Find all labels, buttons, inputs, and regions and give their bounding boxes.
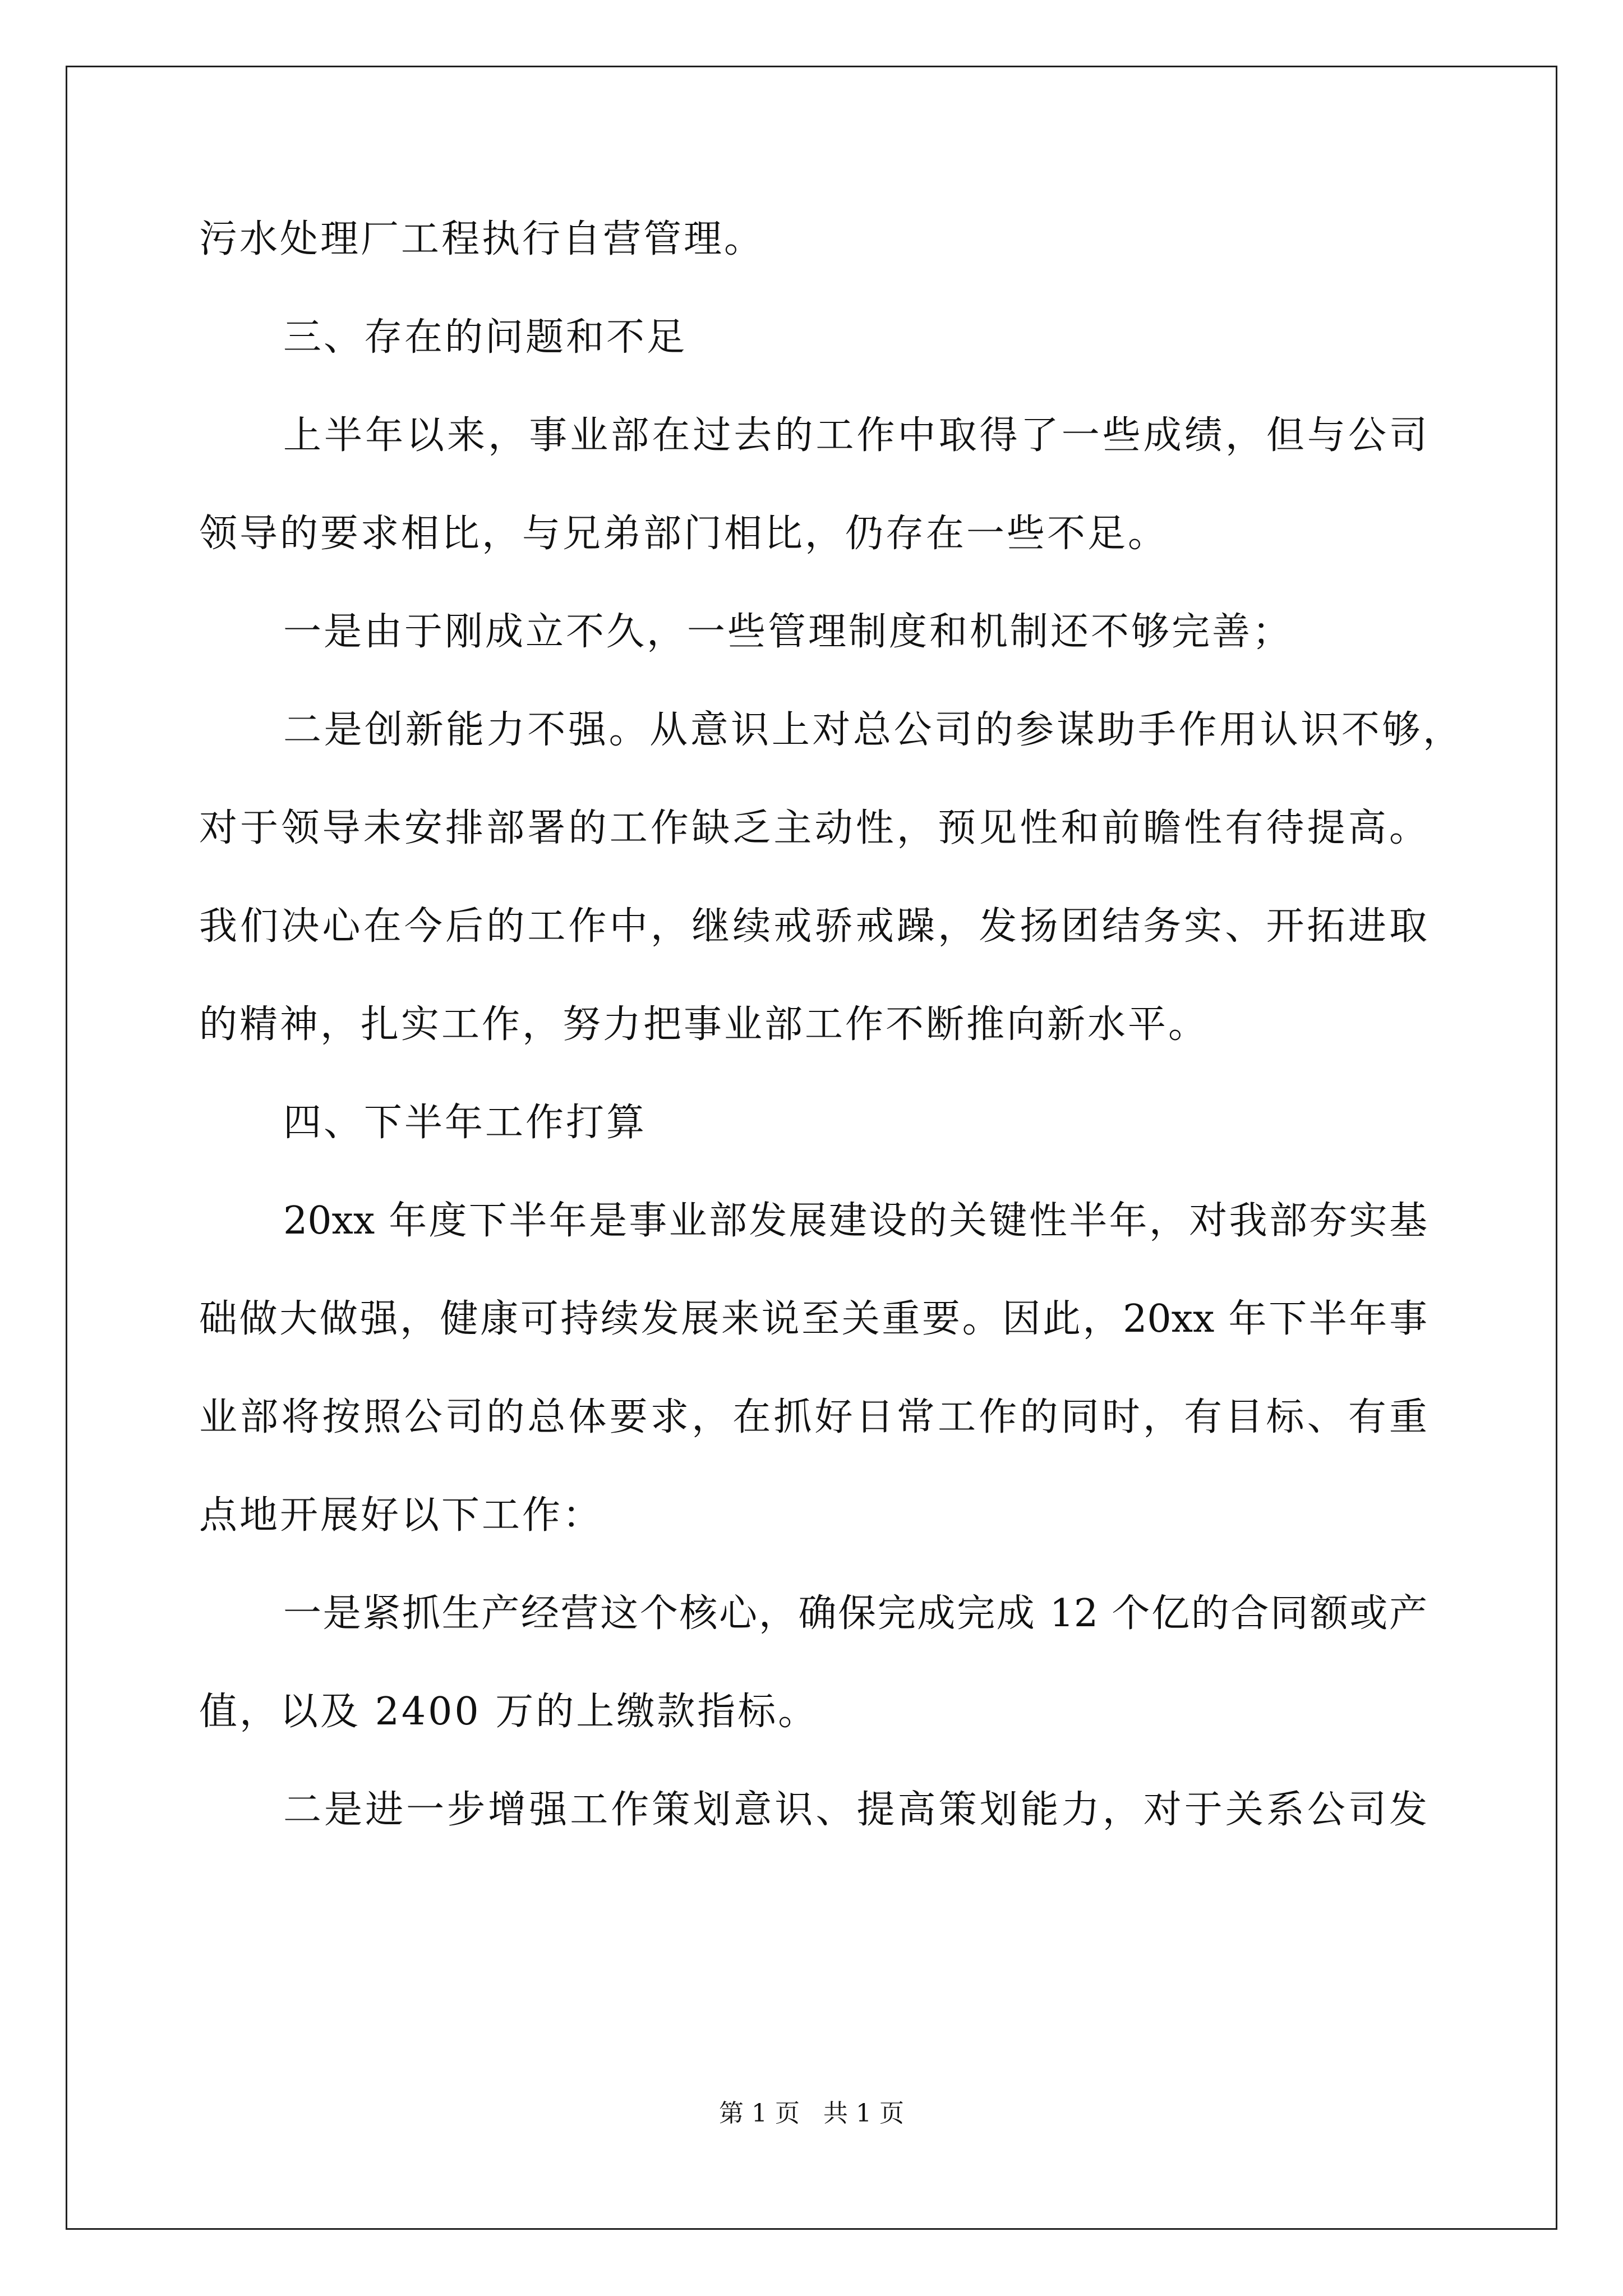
paragraph-line: 础做大做强，健康可持续发展来说至关重要。因此，20xx 年下半年事 — [199, 1297, 1427, 1341]
page-border — [66, 66, 1557, 2230]
paragraph-line: 一是紧抓生产经营这个核心，确保完成完成 12 个亿的合同额或产 — [283, 1591, 1427, 1636]
paragraph-line: 值，以及 2400 万的上缴款指标。 — [199, 1690, 819, 1734]
section-heading: 三、存在的问题和不足 — [283, 315, 688, 360]
paragraph-line: 的精神，扎实工作，努力把事业部工作不断推向新水平。 — [199, 1002, 1209, 1047]
paragraph-line: 一是由于刚成立不久，一些管理制度和机制还不够完善； — [283, 610, 1293, 654]
section-heading: 四、下半年工作打算 — [283, 1101, 647, 1145]
paragraph-line: 上半年以来，事业部在过去的工作中取得了一些成绩，但与公司 — [283, 413, 1427, 458]
paragraph-line: 对于领导未安排部署的工作缺乏主动性，预见性和前瞻性有待提高。 — [199, 806, 1427, 850]
paragraph-line: 二是创新能力不强。从意识上对总公司的参谋助手作用认识不够， — [283, 708, 1461, 752]
page-number-footer: 第 1 页 共 1 页 — [719, 2099, 904, 2128]
paragraph-line: 污水处理厂工程执行自营管理。 — [199, 217, 765, 261]
paragraph-line: 我们决心在今后的工作中，继续戒骄戒躁，发扬团结务实、开拓进取 — [199, 904, 1427, 949]
paragraph-line: 二是进一步增强工作策划意识、提高策划能力，对于关系公司发 — [283, 1788, 1427, 1832]
paragraph-line: 领导的要求相比，与兄弟部门相比，仍存在一些不足。 — [199, 512, 1169, 556]
paragraph-line: 20xx 年度下半年是事业部发展建设的关键性半年，对我部夯实基 — [283, 1199, 1427, 1243]
paragraph-line: 点地开展好以下工作： — [199, 1493, 603, 1538]
paragraph-line: 业部将按照公司的总体要求，在抓好日常工作的同时，有目标、有重 — [199, 1395, 1427, 1439]
